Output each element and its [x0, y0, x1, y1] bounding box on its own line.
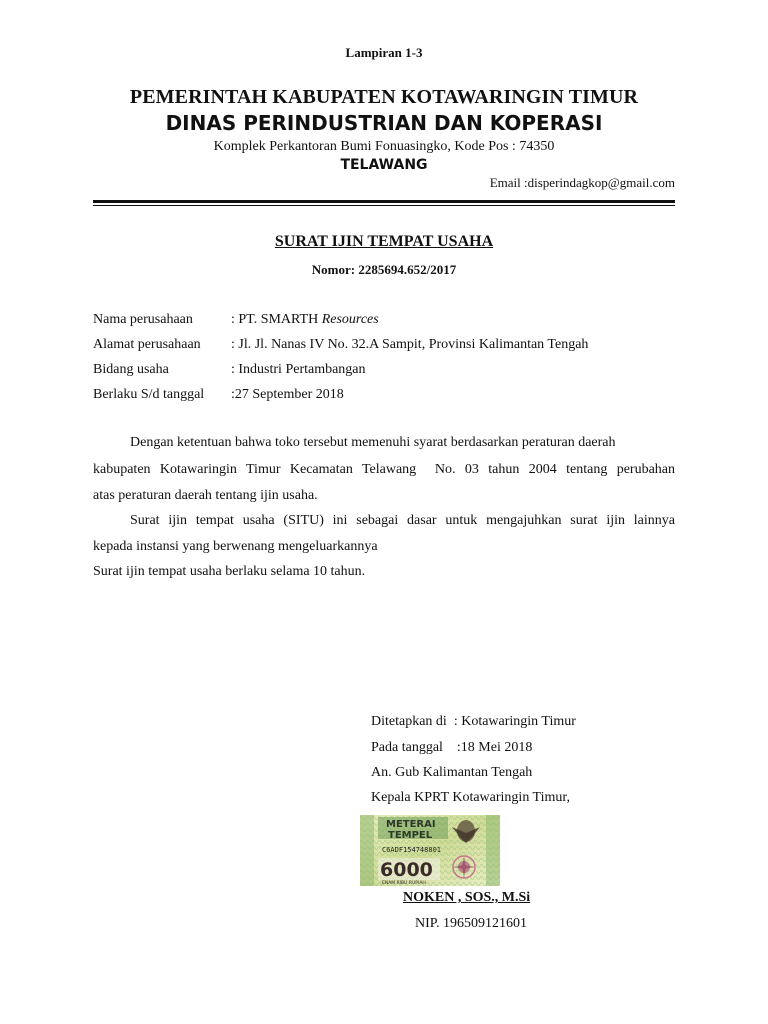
field-value-italic: Resources [321, 312, 379, 327]
letterhead-divider-thick [93, 200, 675, 203]
field-value: :27 September 2018 [231, 387, 344, 402]
body-paragraph-2-line-1: Surat ijin tempat usaha (SITU) ini sebagai dasar untuk mengajuhkan surat ijin lainnya [130, 513, 675, 528]
body-paragraph-3: Surat ijin tempat usaha berlaku selama 10 tahun. [93, 564, 366, 579]
stamp-serial: C6ADF154748801 [382, 846, 442, 854]
field-valid-until [93, 387, 344, 403]
field-label: Alamat perusahaan [93, 337, 201, 352]
stamp-amount: 6000 [380, 859, 433, 881]
signer-name: NOKEN , SOS., M.Si [403, 890, 531, 905]
field-company-name [93, 312, 379, 328]
department-heading: DINAS PERINDUSTRIAN DAN KOPERASI [165, 111, 603, 135]
stamp-title-line-1: METERAI [386, 819, 436, 830]
field-company-address [93, 337, 588, 353]
stamp-title-line-2: TEMPEL [388, 830, 433, 841]
document-number: Nomor: 2285694.652/2017 [311, 262, 457, 277]
office-email: Email :disperindagkop@gmail.com [489, 175, 675, 190]
field-business-field [93, 362, 366, 378]
signer-nip: NIP. 196509121601 [415, 916, 528, 931]
field-label: Berlaku S/d tanggal [93, 387, 205, 402]
signature-position: Kepala KPRT Kotawaringin Timur, [371, 790, 571, 805]
stamp-amount-words: ENAM RIBU RUPIAH [382, 881, 426, 886]
body-paragraph-2-line-2: kepada instansi yang berwenang mengeluarkannya [93, 539, 378, 554]
field-label: Bidang usaha [93, 362, 169, 377]
signature-value: :18 Mei 2018 [442, 740, 533, 755]
office-address: Komplek Perkantoran Bumi Fonuasingko, Kode Pos : 74350 [213, 139, 555, 154]
field-value: : Jl. Jl. Nanas IV No. 32.A Sampit, Provinsi Kalimantan Tengah [231, 337, 589, 352]
signature-on-behalf: An. Gub Kalimantan Tengah [371, 765, 533, 780]
letterhead-divider-thin [93, 205, 675, 206]
field-value: : Industri Pertambangan [231, 362, 366, 377]
body-paragraph-1-line-2: kabupaten Kotawaringin Timur Kecamatan Telawang No. 03 tahun 2004 tentang perubahan [93, 462, 675, 477]
signature-value: : Kotawaringin Timur [446, 714, 576, 729]
body-paragraph-1-line-1: Dengan ketentuan bahwa toko tersebut memenuhi syarat berdasarkan peraturan daerah [130, 435, 616, 450]
signature-date [371, 740, 532, 756]
signature-label: Ditetapkan di [371, 714, 447, 729]
government-heading: PEMERINTAH KABUPATEN KOTAWARINGIN TIMUR [129, 86, 639, 108]
attachment-label: Lampiran 1-3 [345, 45, 423, 60]
office-city: TELAWANG [340, 157, 428, 173]
signature-label: Pada tanggal [371, 740, 443, 755]
body-paragraph-1-line-3: atas peraturan daerah tentang ijin usaha. [93, 488, 318, 503]
meterai-stamp [360, 815, 500, 886]
signature-set-at [371, 714, 576, 730]
field-label: Nama perusahaan [93, 312, 193, 327]
field-value: : PT. SMARTH [231, 312, 322, 327]
document-title: SURAT IJIN TEMPAT USAHA [274, 233, 494, 250]
